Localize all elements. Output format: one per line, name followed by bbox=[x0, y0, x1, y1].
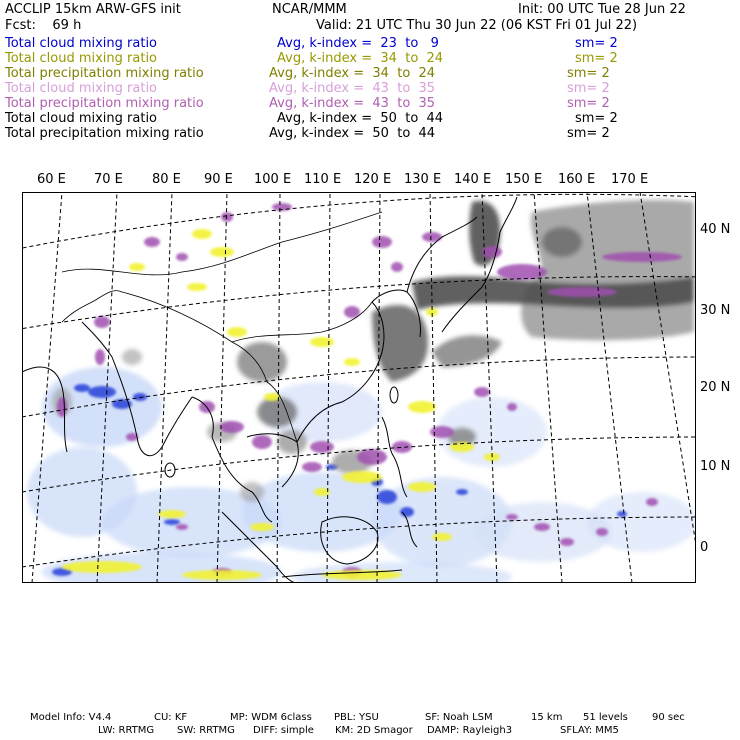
field-avg: Avg, k-index = 50 to 44 bbox=[269, 126, 436, 141]
footer-damp: DAMP: Rayleigh3 bbox=[427, 725, 513, 736]
field-sm: sm= 2 bbox=[575, 51, 618, 66]
lat-label-0: 0 bbox=[700, 540, 709, 555]
organization-label: NCAR/MMM bbox=[272, 2, 347, 17]
lon-label-70e: 70 E bbox=[94, 172, 123, 187]
model-title: ACCLIP 15km ARW-GFS init bbox=[5, 2, 181, 17]
lon-label-120e: 120 E bbox=[354, 172, 392, 187]
footer-lw: LW: RRTMG bbox=[98, 725, 155, 736]
lat-label-40n: 40 N bbox=[700, 222, 731, 237]
forecast-hour: Fcst: 69 h bbox=[5, 18, 82, 33]
field-avg: Avg, k-index = 23 to 9 bbox=[277, 36, 439, 51]
footer-km: KM: 2D Smagor bbox=[335, 725, 413, 736]
lon-label-90e: 90 E bbox=[204, 172, 233, 187]
footer-timestep: 90 sec bbox=[652, 712, 685, 723]
field-sm: sm= 2 bbox=[567, 66, 610, 81]
field-avg: Avg, k-index = 34 to 24 bbox=[277, 51, 444, 66]
field-sm: sm= 2 bbox=[575, 111, 618, 126]
field-name: Total precipitation mixing ratio bbox=[5, 96, 204, 111]
field-sm: sm= 2 bbox=[567, 81, 610, 96]
field-avg: Avg, k-index = 43 to 35 bbox=[269, 81, 436, 96]
footer-pbl: PBL: YSU bbox=[334, 712, 379, 723]
field-name: Total cloud mixing ratio bbox=[5, 51, 158, 66]
field-name: Total cloud mixing ratio bbox=[5, 81, 158, 96]
lon-label-160e: 160 E bbox=[558, 172, 596, 187]
lon-label-170e: 170 E bbox=[611, 172, 649, 187]
field-name: Total cloud mixing ratio bbox=[5, 111, 158, 126]
lon-label-150e: 150 E bbox=[505, 172, 543, 187]
lon-label-110e: 110 E bbox=[304, 172, 342, 187]
lat-label-30n: 30 N bbox=[700, 303, 731, 318]
footer-cu: CU: KF bbox=[154, 712, 188, 723]
footer-mp: MP: WDM 6class bbox=[230, 712, 312, 723]
lon-label-80e: 80 E bbox=[152, 172, 181, 187]
field-avg: Avg, k-index = 43 to 35 bbox=[269, 96, 436, 111]
footer-sf: SF: Noah LSM bbox=[425, 712, 493, 723]
field-name: Total precipitation mixing ratio bbox=[5, 66, 204, 81]
field-name: Total cloud mixing ratio bbox=[5, 36, 158, 51]
field-sm: sm= 2 bbox=[567, 126, 610, 141]
field-name: Total precipitation mixing ratio bbox=[5, 126, 204, 141]
footer-sflay: SFLAY: MM5 bbox=[560, 725, 619, 736]
init-time: Init: 00 UTC Tue 28 Jun 22 bbox=[518, 2, 686, 17]
field-sm: sm= 2 bbox=[575, 36, 618, 51]
lat-label-10n: 10 N bbox=[700, 459, 731, 474]
lat-label-20n: 20 N bbox=[700, 380, 731, 395]
footer-resolution: 15 km bbox=[531, 712, 563, 723]
field-sm: sm= 2 bbox=[567, 96, 610, 111]
field-avg: Avg, k-index = 34 to 24 bbox=[269, 66, 436, 81]
valid-time: Valid: 21 UTC Thu 30 Jun 22 (06 KST Fri 01 Jul 22) bbox=[316, 18, 638, 33]
footer-levels: 51 levels bbox=[583, 712, 628, 723]
footer-diff: DIFF: simple bbox=[253, 725, 314, 736]
footer-sw: SW: RRTMG bbox=[177, 725, 235, 736]
lon-label-100e: 100 E bbox=[254, 172, 292, 187]
lon-label-60e: 60 E bbox=[37, 172, 66, 187]
lon-label-130e: 130 E bbox=[404, 172, 442, 187]
footer-model-info: Model Info: V4.4 bbox=[30, 712, 112, 723]
forecast-map bbox=[22, 192, 696, 583]
field-avg: Avg, k-index = 50 to 44 bbox=[277, 111, 444, 126]
lon-label-140e: 140 E bbox=[454, 172, 492, 187]
